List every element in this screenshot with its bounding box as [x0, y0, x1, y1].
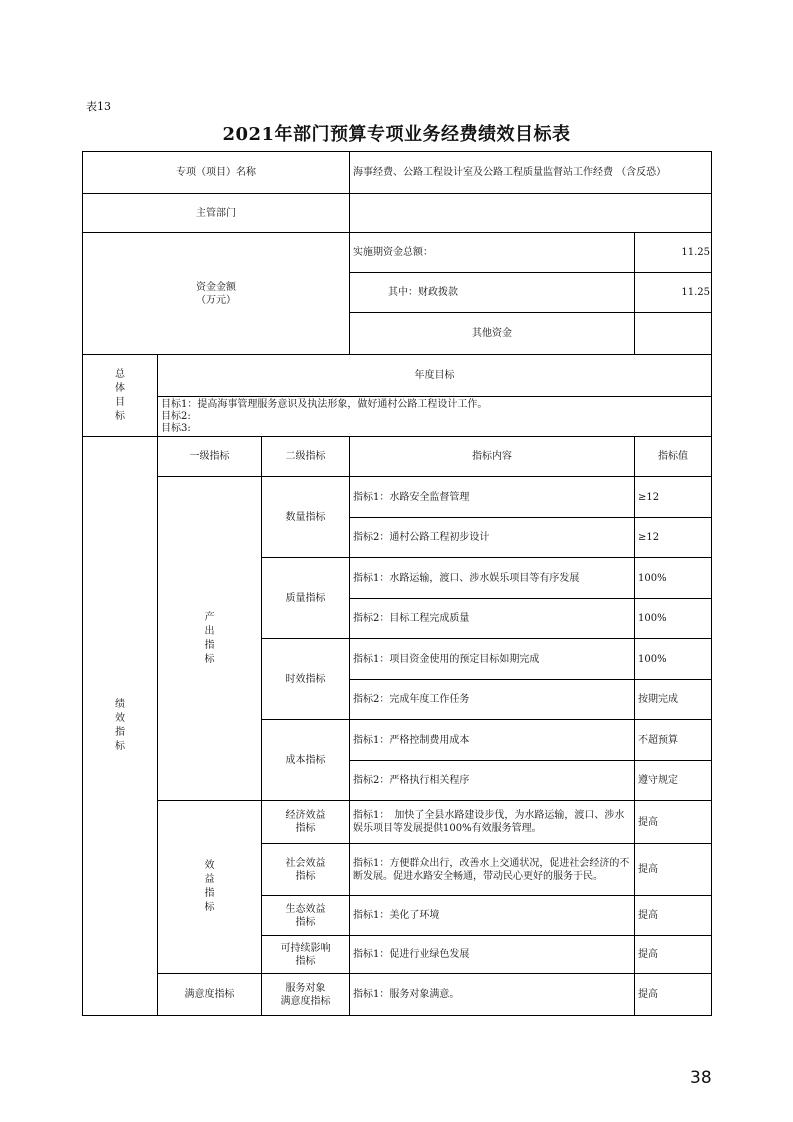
indicator-content: 指标1：方便群众出行，改善水上交通状况，促进社会经济的不断发展。促进水路安全畅通，带动民心更好的服务于民。	[350, 844, 635, 896]
project-name-row	[83, 152, 712, 194]
indicator-content: 指标1：项目资金使用的预定目标如期完成	[350, 639, 635, 680]
label-line: 服务对象	[285, 982, 326, 994]
table-row	[83, 801, 712, 844]
funds-total-value: 11.25	[635, 233, 712, 273]
performance-target-table	[82, 151, 712, 1016]
indicator-content: 指标1：水路安全监督管理	[350, 477, 635, 518]
annual-goal-content	[158, 397, 712, 437]
output-indicator-label	[158, 477, 262, 801]
annual-goal-label: 年度目标	[158, 355, 712, 397]
goal-item: 目标2:	[161, 411, 191, 422]
indicator-value: 按期完成	[635, 680, 712, 720]
performance-header-row	[83, 437, 712, 477]
output-char: 指	[204, 639, 215, 651]
label-line: 指标	[295, 870, 316, 882]
indicator-value: 遵守规定	[635, 761, 712, 801]
funds-other-label: 其他资金	[350, 313, 635, 355]
economic-benefit-label	[262, 801, 350, 844]
performance-char: 绩	[115, 699, 125, 710]
table-row	[83, 974, 712, 1016]
benefit-char: 标	[204, 902, 215, 913]
output-char: 标	[204, 653, 215, 665]
indicator-content: 指标1： 加快了全县水路建设步伐，为水路运输，渡口、涉水娱乐项目等发展提供100%有效服务管理。	[350, 801, 635, 844]
quantity-indicator-label: 数量指标	[262, 477, 350, 558]
performance-char: 标	[115, 741, 125, 752]
cost-indicator-label: 成本指标	[262, 720, 350, 801]
indicator-value: 100%	[635, 599, 712, 639]
performance-char: 指	[115, 727, 125, 738]
funds-label-line2: （万元）	[196, 294, 236, 306]
label-line: 指标	[295, 916, 316, 928]
funds-fiscal-label: 其中：财政拨款	[350, 273, 635, 313]
department-label: 主管部门	[83, 194, 350, 233]
overall-goal-char: 目	[115, 396, 125, 408]
table-number: 表13	[86, 100, 111, 113]
indicator-value: 提高	[635, 974, 712, 1016]
indicator-value: ≥12	[635, 477, 712, 518]
header-content: 指标内容	[350, 437, 635, 477]
overall-goal-char: 总	[115, 368, 125, 380]
goal-item: 目标3:	[161, 423, 191, 434]
funds-label-line1: 资金金额	[196, 281, 236, 293]
ecological-benefit-label	[262, 896, 350, 936]
indicator-content: 指标1：促进行业绿色发展	[350, 936, 635, 974]
overall-goal-char: 标	[115, 410, 125, 422]
label-line: 满意度指标	[280, 995, 331, 1007]
project-name-label: 专项（项目）名称	[83, 152, 350, 194]
indicator-value: 不超预算	[635, 720, 712, 761]
sustainable-impact-label	[262, 936, 350, 974]
performance-char: 效	[115, 713, 125, 724]
funds-total-row	[83, 233, 712, 273]
indicator-content: 指标2：通村公路工程初步设计	[350, 518, 635, 558]
page-title: 2021年部门预算专项业务经费绩效目标表	[222, 124, 571, 145]
indicator-value: 提高	[635, 936, 712, 974]
social-benefit-label	[262, 844, 350, 896]
funds-other-value	[635, 313, 712, 355]
goal-item: 目标1：提高海事管理服务意识及执法形象，做好通村公路工程设计工作。	[161, 399, 488, 410]
indicator-content: 指标1：严格控制费用成本	[350, 720, 635, 761]
timeliness-indicator-label: 时效指标	[262, 639, 350, 720]
label-line: 经济效益	[285, 810, 326, 821]
benefit-char: 效	[204, 860, 215, 871]
performance-label	[83, 437, 158, 1016]
indicator-value: 100%	[635, 639, 712, 680]
indicator-content: 指标2：严格执行相关程序	[350, 761, 635, 801]
benefit-char: 指	[204, 888, 215, 899]
annual-goal-content-row	[83, 397, 712, 437]
indicator-content: 指标2：目标工程完成质量	[350, 599, 635, 639]
table-row	[83, 477, 712, 518]
label-line: 生态效益	[285, 903, 326, 915]
benefit-char: 益	[204, 874, 215, 885]
annual-goal-header-row	[83, 355, 712, 397]
indicator-content: 指标2：完成年度工作任务	[350, 680, 635, 720]
indicator-content: 指标1：服务对象满意。	[350, 974, 635, 1016]
department-value	[350, 194, 712, 233]
overall-goal-char: 体	[115, 382, 125, 394]
label-line: 社会效益	[285, 857, 326, 869]
output-char: 出	[204, 625, 215, 637]
indicator-value: 提高	[635, 844, 712, 896]
funds-label	[83, 233, 350, 355]
header-level2: 二级指标	[262, 437, 350, 477]
label-line: 指标	[295, 823, 316, 834]
project-name-value: 海事经费、公路工程设计室及公路工程质量监督站工作经费 （含反恐）	[350, 152, 712, 194]
funds-fiscal-value: 11.25	[635, 273, 712, 313]
output-char: 产	[204, 611, 215, 623]
indicator-content: 指标1：美化了环境	[350, 896, 635, 936]
header-level1: 一级指标	[158, 437, 262, 477]
overall-goal-label	[83, 355, 158, 437]
satisfaction-indicator-label: 满意度指标	[158, 974, 262, 1016]
funds-total-label: 实施期资金总额：	[350, 233, 635, 273]
header-value: 指标值	[635, 437, 712, 477]
label-line: 指标	[295, 955, 316, 967]
benefit-indicator-label	[158, 801, 262, 974]
indicator-value: ≥12	[635, 518, 712, 558]
department-row	[83, 194, 712, 233]
page-number: 38	[690, 1068, 712, 1088]
label-line: 可持续影响	[280, 942, 331, 954]
service-satisfaction-label	[262, 974, 350, 1016]
indicator-value: 提高	[635, 896, 712, 936]
quality-indicator-label: 质量指标	[262, 558, 350, 639]
indicator-value: 100%	[635, 558, 712, 599]
indicator-value: 提高	[635, 801, 712, 844]
indicator-content: 指标1：水路运输，渡口、涉水娱乐项目等有序发展	[350, 558, 635, 599]
